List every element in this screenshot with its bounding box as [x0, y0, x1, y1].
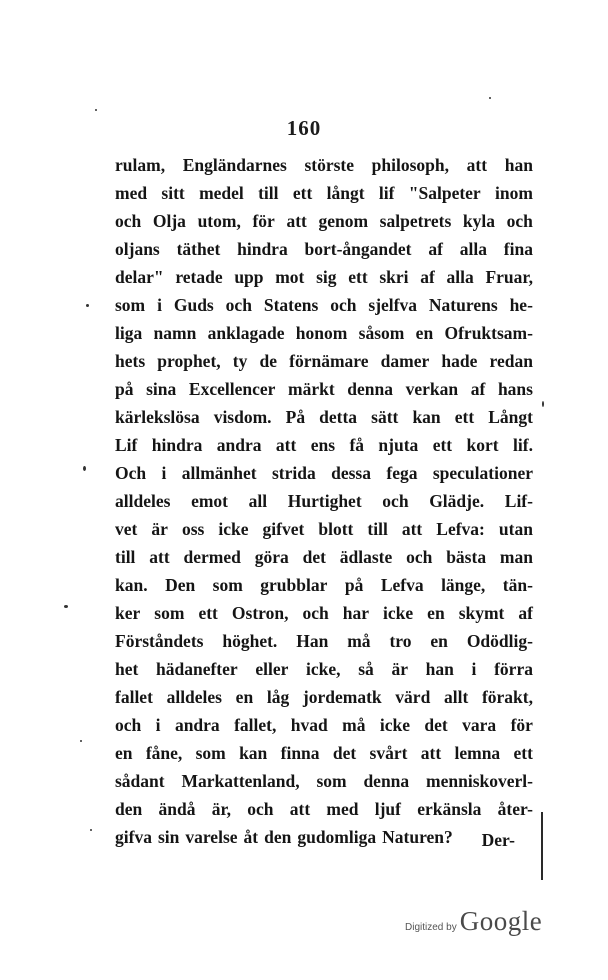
text-line [115, 795, 533, 823]
word: och [115, 211, 142, 231]
word: en [430, 631, 448, 651]
text-line [115, 823, 533, 851]
word: i [155, 715, 161, 735]
text-line [115, 711, 533, 739]
word: få [349, 435, 365, 455]
word: i [157, 295, 162, 315]
word: att [289, 799, 311, 819]
word: icke [383, 603, 414, 623]
word: förakt, [481, 687, 533, 707]
text-line [115, 515, 533, 543]
word: Glädje. [429, 491, 485, 511]
word: delar" [115, 267, 164, 287]
word: är [391, 659, 408, 679]
word: finna [280, 743, 320, 763]
word: "Salpeter [408, 183, 481, 203]
word: Olja [152, 211, 186, 231]
word: sitt [161, 183, 185, 203]
word: alldeles [115, 491, 171, 511]
word: på [115, 379, 134, 399]
word: svårt [369, 743, 408, 763]
word: såsom [358, 323, 405, 343]
ink-speck [95, 109, 97, 111]
word: sina [146, 379, 177, 399]
word: njuta [378, 435, 419, 455]
word: hindra [237, 239, 288, 259]
word: ett [348, 267, 368, 287]
word: Engländarnes [182, 155, 287, 175]
word: förnämare [289, 351, 369, 371]
word: ett [432, 435, 453, 455]
word: kan. [115, 575, 148, 595]
word: Ostron, [231, 603, 289, 623]
word: ker [115, 603, 141, 623]
word: genom [318, 211, 369, 231]
word: Lefva: [436, 519, 485, 539]
text-line [115, 571, 533, 599]
text-line [115, 543, 533, 571]
word: att [286, 211, 307, 231]
word: värd [395, 687, 431, 707]
text-line [115, 459, 533, 487]
word: det [302, 547, 326, 567]
word: Den [165, 575, 196, 595]
word: som [195, 743, 226, 763]
text-line [115, 431, 533, 459]
word: hädanefter [156, 659, 238, 679]
word: tän- [502, 575, 533, 595]
word: hets [115, 351, 146, 371]
watermark-caption: Digitized by [405, 922, 457, 933]
word: en [415, 323, 434, 343]
word: märkt [288, 379, 335, 399]
text-line [115, 599, 533, 627]
word: varelse [185, 827, 238, 847]
word: och [382, 491, 409, 511]
ink-speck [83, 466, 86, 471]
word: denna [363, 771, 410, 791]
text-line [115, 347, 533, 375]
word: Förståndets [115, 631, 204, 651]
word: fåne, [145, 743, 183, 763]
word: ett [513, 743, 533, 763]
word: fallet [115, 687, 153, 707]
word: ett [454, 407, 475, 427]
word: eller [255, 659, 289, 679]
word: allt [443, 687, 469, 707]
word: af [428, 239, 443, 259]
word: Långt [488, 407, 533, 427]
word: vara [462, 715, 497, 735]
word: kan [412, 407, 441, 427]
word: tro [389, 631, 412, 651]
word: all [248, 491, 268, 511]
word: och [302, 603, 329, 623]
word: en [115, 743, 133, 763]
word: störste [304, 155, 355, 175]
word: erkänsla [417, 799, 482, 819]
word: blott [318, 519, 354, 539]
word: att [420, 743, 442, 763]
word: vet [115, 519, 138, 539]
word: rulam, [115, 155, 166, 175]
word: fina [503, 239, 533, 259]
word: lif [378, 183, 395, 203]
word: ty [232, 351, 248, 371]
word: förra [494, 659, 533, 679]
text-line [115, 655, 533, 683]
word: en [235, 687, 254, 707]
word: ändå [158, 799, 196, 819]
word: dermed [183, 547, 241, 567]
word: sig [316, 267, 337, 287]
word: denna [347, 379, 393, 399]
google-logo: Google [459, 906, 543, 936]
word: Excellencer [188, 379, 276, 399]
text-line [115, 235, 533, 263]
catchword: Der- [481, 830, 515, 850]
word: sjelfva [368, 295, 417, 315]
word: och [330, 295, 357, 315]
word: man [499, 547, 533, 567]
text-line [115, 403, 533, 431]
word: icke [379, 715, 411, 735]
word: kort [466, 435, 499, 455]
margin-rule [541, 812, 543, 880]
word: att [401, 519, 423, 539]
body-text [115, 151, 533, 851]
word: gifvet [262, 519, 305, 539]
word: inom [495, 183, 533, 203]
text-line [115, 375, 533, 403]
word: han [504, 155, 533, 175]
word: ljuf [374, 799, 401, 819]
word: ens [310, 435, 336, 455]
word: må [342, 715, 366, 735]
word: utom, [197, 211, 241, 231]
word: namn [153, 323, 197, 343]
word: Lefva [380, 575, 424, 595]
word: åt [243, 827, 259, 847]
word: i [471, 659, 477, 679]
word: som [115, 295, 146, 315]
word: alla [446, 267, 474, 287]
word: ett [292, 183, 313, 203]
text-line [115, 263, 533, 291]
word: speculationer [432, 463, 533, 483]
word: alla [459, 239, 487, 259]
word: ett [198, 603, 218, 623]
word: allmänhet [181, 463, 257, 483]
word: länge, [441, 575, 486, 595]
word: strida [272, 463, 316, 483]
word: Statens [263, 295, 319, 315]
word: Fruar, [485, 267, 533, 287]
word: anklagade [207, 323, 285, 343]
word: han [425, 659, 454, 679]
word: Guds [173, 295, 214, 315]
ink-speck [64, 605, 68, 608]
word: andra [174, 715, 220, 735]
word: bästa [446, 547, 487, 567]
word: emot [191, 491, 228, 511]
ink-speck [86, 304, 89, 307]
word: har [342, 603, 369, 623]
word: till [367, 519, 388, 539]
digitized-by-google-watermark [405, 906, 542, 937]
word: de [259, 351, 278, 371]
word: för [510, 715, 533, 735]
word: må [347, 631, 371, 651]
word: ädlaste [339, 547, 393, 567]
word: Och [115, 463, 147, 483]
word: retade [175, 267, 223, 287]
word: jordematk [302, 687, 382, 707]
word: höghet. [222, 631, 278, 651]
word: på [344, 575, 364, 595]
word: fallet, [234, 715, 277, 735]
word: oljans [115, 239, 160, 259]
word: prophet, [157, 351, 221, 371]
word: för [252, 211, 275, 231]
word: utan [498, 519, 533, 539]
word: och [225, 295, 252, 315]
word: liga [115, 323, 143, 343]
word: af [420, 267, 435, 287]
word: mot [275, 267, 305, 287]
word: icke [218, 519, 249, 539]
word: På [285, 407, 306, 427]
word: det [424, 715, 448, 735]
word: det [332, 743, 357, 763]
word: Ofruktsam- [444, 323, 533, 343]
word: som [154, 603, 185, 623]
word: Han [296, 631, 329, 651]
word: upp [234, 267, 264, 287]
word: oss [181, 519, 205, 539]
word: detta [319, 407, 358, 427]
ink-speck [80, 740, 82, 742]
word: och [406, 547, 433, 567]
word: långt [326, 183, 365, 203]
word: alldeles [166, 687, 222, 707]
word: i [161, 463, 167, 483]
word: och [115, 715, 142, 735]
word: skri [379, 267, 409, 287]
word: Naturen? [382, 827, 453, 847]
text-line [115, 207, 533, 235]
word: salpetrets [379, 211, 452, 231]
ink-speck [489, 97, 491, 99]
word: och [506, 211, 533, 231]
word: andra [216, 435, 262, 455]
word: icke, [306, 659, 341, 679]
word: visdom. [213, 407, 272, 427]
word: af [470, 379, 486, 399]
word: damer [380, 351, 430, 371]
word: så [358, 659, 374, 679]
word: fega [386, 463, 418, 483]
word: sätt [371, 407, 399, 427]
word: medel [199, 183, 244, 203]
word: skymt [458, 603, 505, 623]
word: hindra [151, 435, 203, 455]
word: göra [254, 547, 289, 567]
word: kan [239, 743, 268, 763]
text-line [115, 487, 533, 515]
word: hans [497, 379, 533, 399]
word: till [115, 547, 136, 567]
word: är [151, 519, 168, 539]
text-line [115, 767, 533, 795]
word: låg [266, 687, 290, 707]
word: är, [211, 799, 231, 819]
word: den [264, 827, 292, 847]
word: hvad [290, 715, 328, 735]
word: att [275, 435, 297, 455]
ink-speck [542, 401, 544, 407]
word: en [427, 603, 445, 623]
word: lemna [454, 743, 501, 763]
word: åter- [497, 799, 533, 819]
word: verkan [405, 379, 459, 399]
word: hade [441, 351, 478, 371]
word: kyla [462, 211, 496, 231]
word: Lif- [504, 491, 533, 511]
word: sin [157, 827, 180, 847]
text-line [115, 319, 533, 347]
word: Hurtighet [287, 491, 362, 511]
word: sådant [115, 771, 165, 791]
word: menniskoverl- [426, 771, 533, 791]
text-line [115, 739, 533, 767]
page-number: 160 [286, 116, 322, 140]
text-line [115, 627, 533, 655]
word: som [212, 575, 243, 595]
word: med [326, 799, 359, 819]
word: lif. [513, 435, 533, 455]
word: gudomliga [297, 827, 377, 847]
word: som [316, 771, 347, 791]
word: kärlekslösa [115, 407, 200, 427]
word: grubblar [260, 575, 328, 595]
text-line [115, 179, 533, 207]
word: af [518, 603, 533, 623]
word: täthet [176, 239, 221, 259]
word: he- [509, 295, 533, 315]
word: dessa [331, 463, 371, 483]
text-line [115, 683, 533, 711]
word: het [115, 659, 139, 679]
text-line [115, 151, 533, 179]
ink-speck [90, 829, 92, 831]
word: att [466, 155, 488, 175]
word: gifva [115, 827, 152, 847]
word: Markattenland, [181, 771, 300, 791]
word: den [115, 799, 143, 819]
text-line [115, 291, 533, 319]
word: philosoph, [371, 155, 450, 175]
word: Odödlig- [466, 631, 533, 651]
word: bort-ångandet [304, 239, 412, 259]
word: att [149, 547, 170, 567]
word: och [247, 799, 274, 819]
word: med [115, 183, 148, 203]
word: Naturens [428, 295, 498, 315]
word: honom [295, 323, 348, 343]
word: redan [489, 351, 533, 371]
word: Lif [115, 435, 138, 455]
word: till [258, 183, 279, 203]
